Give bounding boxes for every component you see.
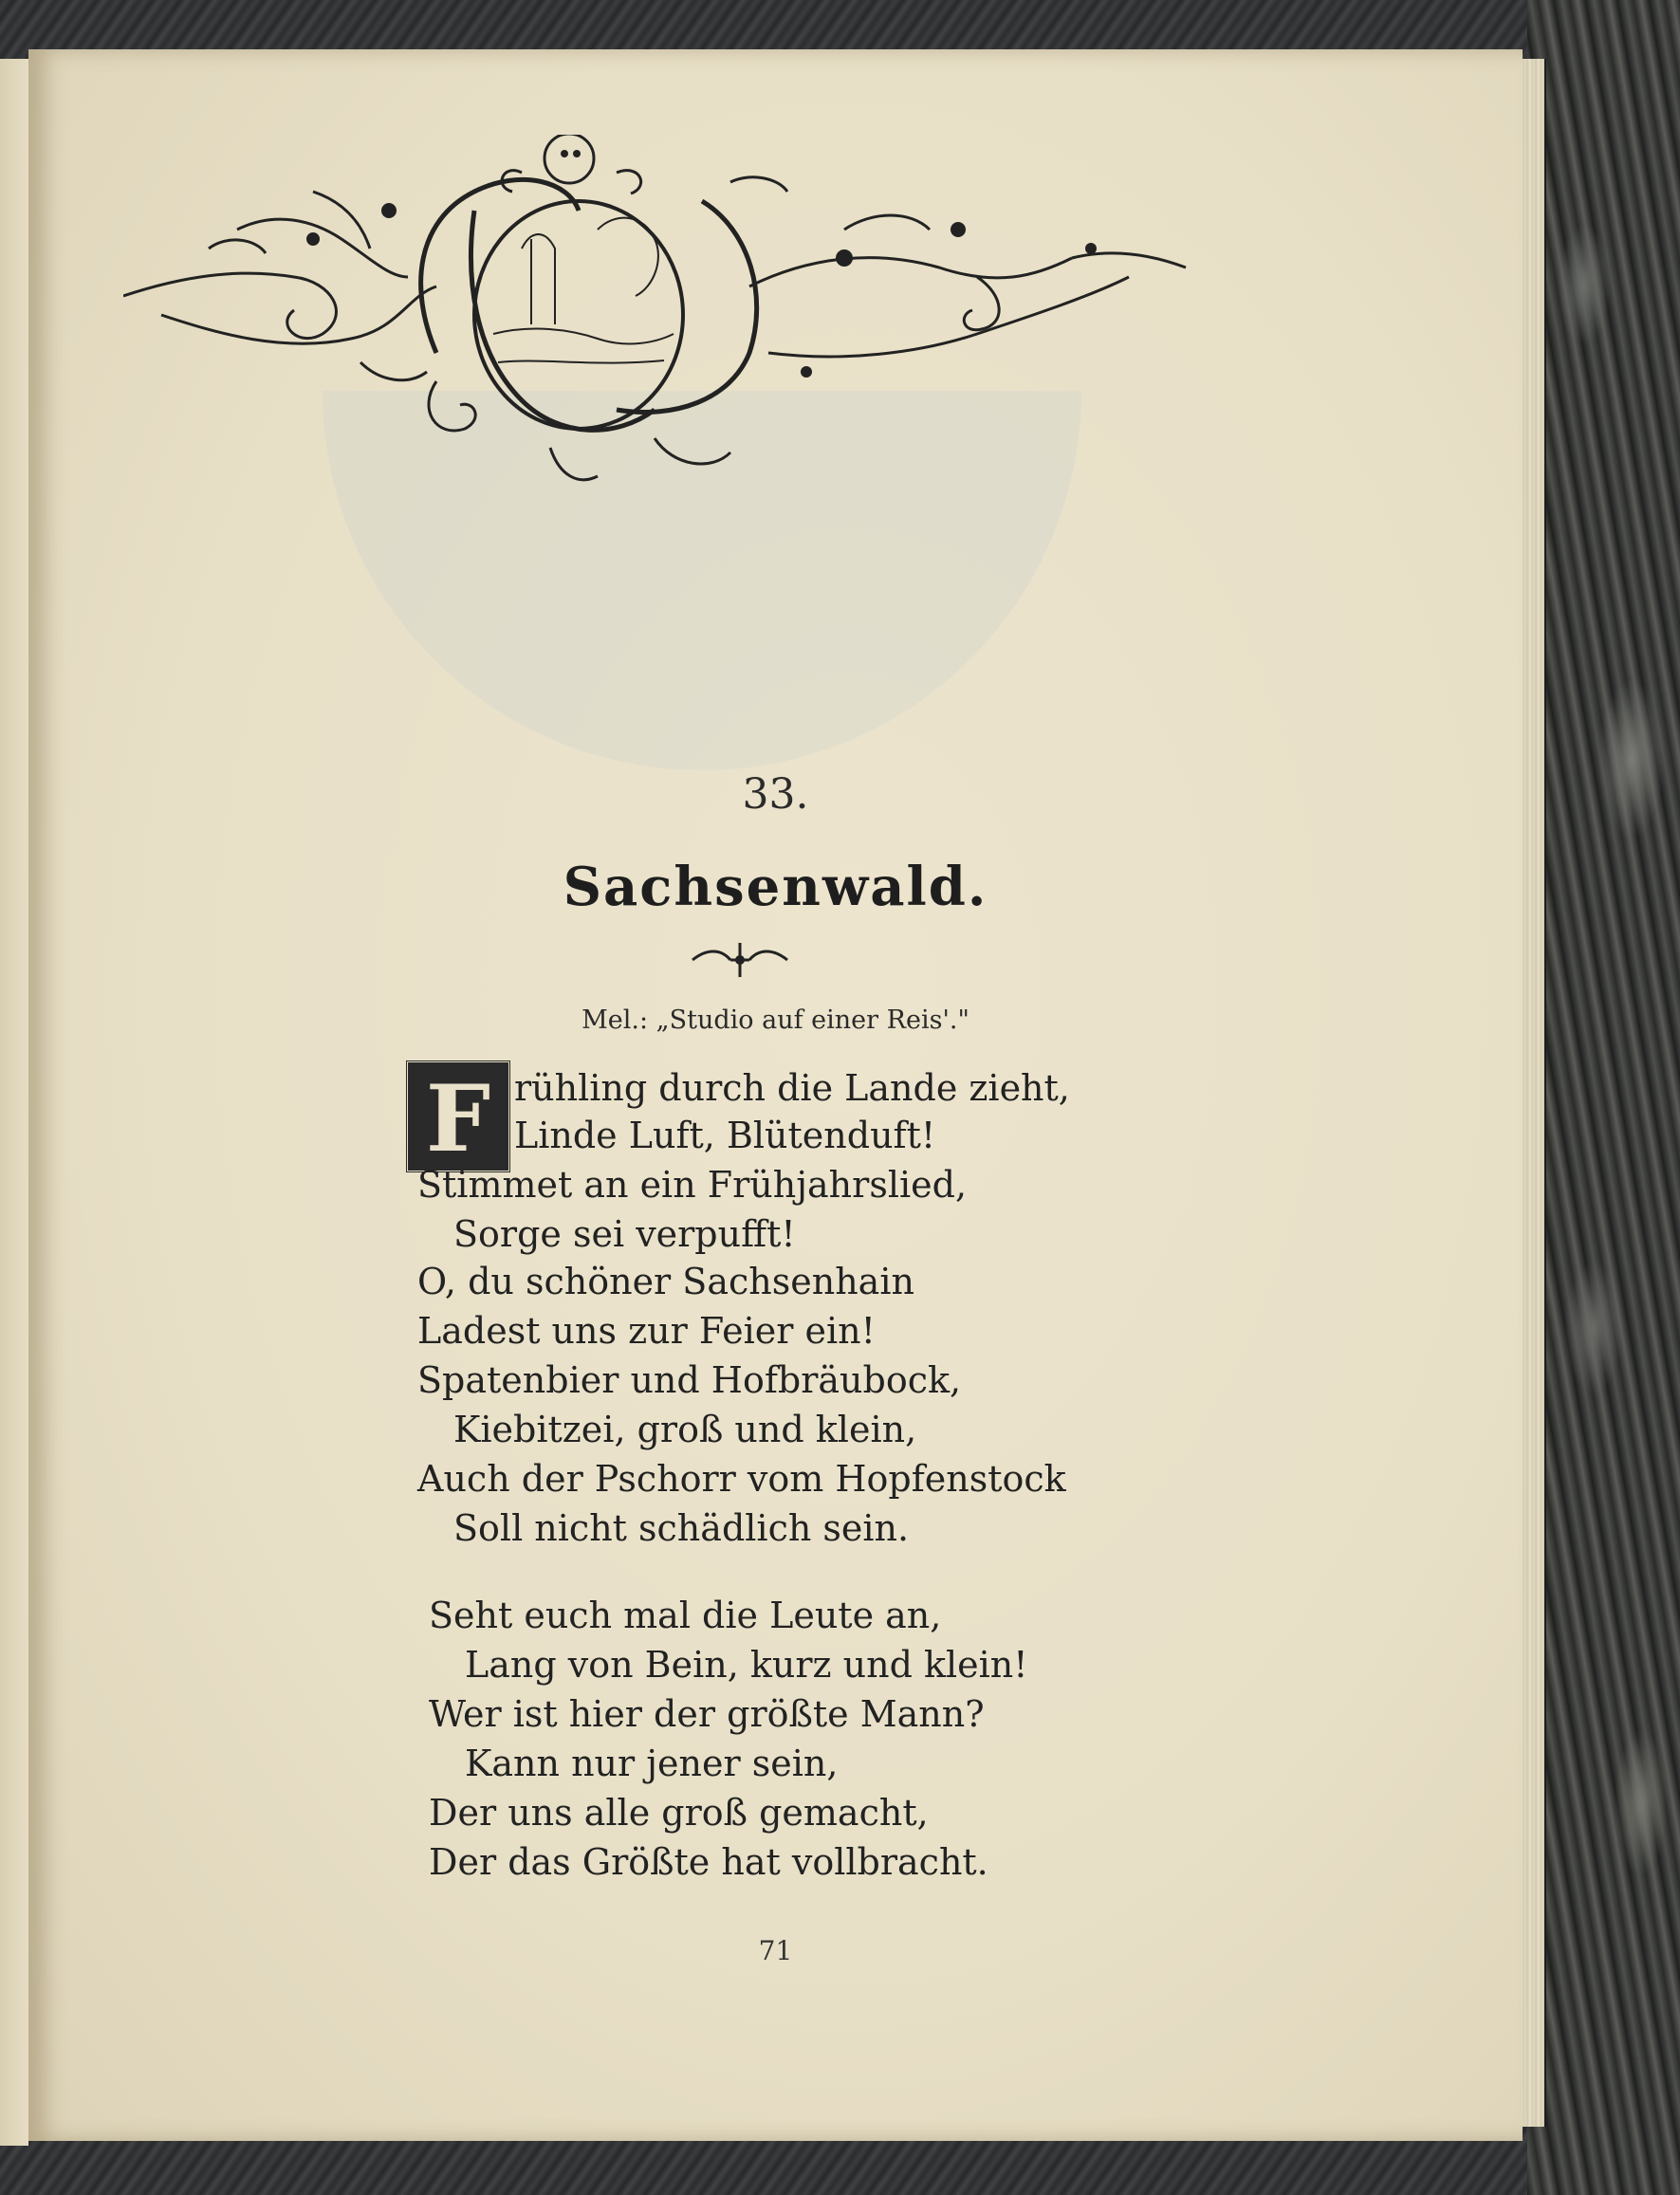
verse-line: O, du schöner Sachsenhain (417, 1261, 914, 1302)
verse-line: Spatenbier und Hofbräubock, (417, 1359, 962, 1401)
verse-line: Lang von Bein, kurz und klein! (465, 1644, 1028, 1686)
verse-line: Kann nur jener sein, (465, 1743, 839, 1784)
previous-page-sliver (0, 59, 28, 2146)
verse-line: Seht euch mal die Leute an, (429, 1595, 942, 1636)
verse-line: Stimmet an ein Frühjahrslied, (417, 1164, 968, 1206)
verse-line: Ladest uns zur Feier ein! (417, 1310, 876, 1352)
chapter-title: Sachsenwald. (563, 856, 988, 918)
melody-note: Mel.: „Studio auf einer Reis'." (582, 1005, 969, 1035)
verse-line: Sorge sei verpufft! (453, 1213, 796, 1255)
verse-line: Der das Größte hat vollbracht. (429, 1841, 988, 1883)
verse-line: Soll nicht schädlich sein. (453, 1507, 910, 1549)
verse-line: Auch der Pschorr vom Hopfenstock (417, 1458, 1066, 1500)
verse-line: Wer ist hier der größte Mann? (429, 1693, 985, 1735)
chapter-number: 33. (742, 770, 809, 819)
verse-line: Der uns alle groß gemacht, (429, 1792, 929, 1834)
marbled-page-edge (1527, 0, 1680, 2195)
book-page (28, 49, 1523, 2141)
verse-line: Kiebitzei, groß und klein, (453, 1409, 917, 1450)
page-number: 71 (758, 1935, 793, 1966)
verse-line: rühling durch die Lande zieht, (514, 1067, 1070, 1109)
verse-line: Linde Luft, Blütenduft! (514, 1115, 936, 1156)
drop-cap-initial: F (405, 1060, 511, 1173)
rococo-ornament-illustration (123, 135, 1300, 552)
flourish-divider-icon (688, 941, 792, 979)
